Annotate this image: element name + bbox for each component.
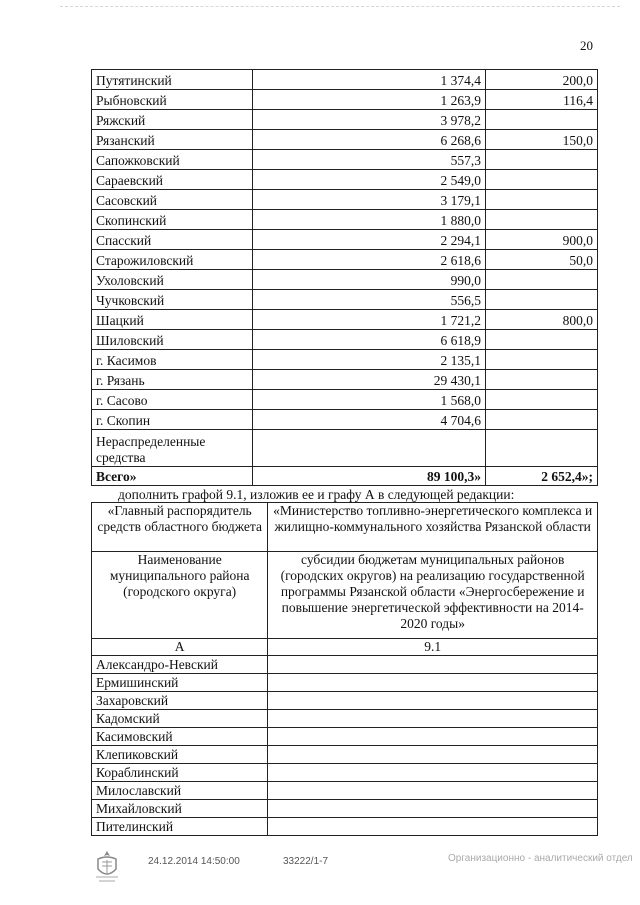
table-row	[92, 210, 598, 230]
total-amount	[253, 430, 486, 467]
district-name: Путятинский	[92, 70, 253, 90]
district-name: Касимовский	[92, 728, 268, 746]
subsidy-amount	[486, 110, 598, 130]
total-amount: 2 294,1	[253, 230, 486, 250]
table-row	[92, 430, 598, 467]
district-name: Сапожковский	[92, 150, 253, 170]
table-row	[92, 390, 598, 410]
table-row	[92, 190, 598, 210]
total-amount: 1 721,2	[253, 310, 486, 330]
table-row	[92, 250, 598, 270]
grand-total: 89 100,3»	[253, 467, 486, 486]
district-name: Шацкий	[92, 310, 253, 330]
district-name: г. Рязань	[92, 370, 253, 390]
total-amount: 3 978,2	[253, 110, 486, 130]
district-name: Чучковский	[92, 290, 253, 310]
district-name: Михайловский	[92, 800, 268, 818]
distributor-label: «Главный распорядитель средств областного бюджета	[92, 503, 268, 552]
total-amount: 1 568,0	[253, 390, 486, 410]
page-number: 20	[580, 38, 593, 53]
footer-department: Организационно - аналитический отдел	[448, 853, 633, 864]
column-index-a: А	[92, 639, 268, 656]
subsidy-column-header: субсидии бюджетам муниципальных районов (городских округов) на реализацию государственной программы Рязанской области «Энергосбережение и повышение энергетической эффективности на 2014-2020 годы»	[268, 552, 598, 639]
district-name: Нераспределенные средства	[92, 430, 253, 467]
table-row	[92, 818, 598, 836]
total-amount: 4 704,6	[253, 410, 486, 430]
subsidy-cell	[268, 674, 598, 692]
total-amount: 2 135,1	[253, 350, 486, 370]
district-name: Рязанский	[92, 130, 253, 150]
subsidy-cell	[268, 692, 598, 710]
footer-doc-id: 33222/1-7	[283, 856, 329, 867]
total-amount: 1 880,0	[253, 210, 486, 230]
total-amount: 990,0	[253, 270, 486, 290]
allocation-table-new-column	[91, 502, 598, 836]
district-name: г. Касимов	[92, 350, 253, 370]
table-row	[92, 310, 598, 330]
subsidy-amount	[486, 190, 598, 210]
table-row	[92, 330, 598, 350]
subsidy-amount: 150,0	[486, 130, 598, 150]
subsidy-total: 2 652,4»;	[486, 467, 598, 486]
district-name: Сараевский	[92, 170, 253, 190]
total-row	[92, 467, 598, 486]
subsidy-amount	[486, 430, 598, 467]
total-amount: 557,3	[253, 150, 486, 170]
table-row	[92, 170, 598, 190]
subsidy-amount: 800,0	[486, 310, 598, 330]
coat-of-arms-icon	[93, 849, 121, 883]
district-name: Ермишинский	[92, 674, 268, 692]
column-index-row	[92, 639, 598, 656]
amendment-instruction: дополнить графой 9.1, изложив ее и графу А в следующей редакции:	[118, 487, 515, 502]
district-name: Шиловский	[92, 330, 253, 350]
table-row	[92, 692, 598, 710]
district-name: Милославский	[92, 782, 268, 800]
subsidy-amount	[486, 290, 598, 310]
table-row	[92, 410, 598, 430]
column-index-9-1: 9.1	[268, 639, 598, 656]
table-row	[92, 270, 598, 290]
table-row	[92, 800, 598, 818]
table-row	[92, 350, 598, 370]
total-amount: 6 618,9	[253, 330, 486, 350]
district-column-header: Наименование муниципального района (городского округа)	[92, 552, 268, 639]
table-row	[92, 290, 598, 310]
subsidy-cell	[268, 764, 598, 782]
total-amount: 6 268,6	[253, 130, 486, 150]
subsidy-cell	[268, 800, 598, 818]
subsidy-cell	[268, 728, 598, 746]
subsidy-amount	[486, 170, 598, 190]
subsidy-amount	[486, 330, 598, 350]
allocation-table-continued	[91, 69, 598, 486]
district-name: Клепиковский	[92, 746, 268, 764]
subsidy-cell	[268, 818, 598, 836]
table-row	[92, 728, 598, 746]
scan-noise	[60, 6, 620, 9]
subsidy-amount	[486, 150, 598, 170]
district-name: Захаровский	[92, 692, 268, 710]
subsidy-amount: 50,0	[486, 250, 598, 270]
district-name: Сасовский	[92, 190, 253, 210]
table-row	[92, 90, 598, 110]
subsidy-amount	[486, 410, 598, 430]
district-name: г. Скопин	[92, 410, 253, 430]
subsidy-amount: 900,0	[486, 230, 598, 250]
total-amount: 2 549,0	[253, 170, 486, 190]
total-amount: 29 430,1	[253, 370, 486, 390]
total-amount: 1 374,4	[253, 70, 486, 90]
table-row	[92, 110, 598, 130]
total-label: Всего»	[92, 467, 253, 486]
subsidy-cell	[268, 656, 598, 674]
footer-datetime: 24.12.2014 14:50:00	[148, 856, 240, 867]
subsidy-amount	[486, 390, 598, 410]
district-name: Александро-Невский	[92, 656, 268, 674]
table-row	[92, 130, 598, 150]
district-name: Ряжский	[92, 110, 253, 130]
district-name: Спасский	[92, 230, 253, 250]
district-name: Кадомский	[92, 710, 268, 728]
subsidy-cell	[268, 782, 598, 800]
table-row	[92, 656, 598, 674]
table-row	[92, 674, 598, 692]
district-name: Старожиловский	[92, 250, 253, 270]
district-name: Скопинский	[92, 210, 253, 230]
table-row	[92, 230, 598, 250]
header-row-purpose	[92, 552, 598, 639]
total-amount: 3 179,1	[253, 190, 486, 210]
header-row-distributor	[92, 503, 598, 552]
table-row	[92, 370, 598, 390]
total-amount: 1 263,9	[253, 90, 486, 110]
table-row	[92, 150, 598, 170]
district-name: г. Сасово	[92, 390, 253, 410]
table-row	[92, 782, 598, 800]
total-amount: 2 618,6	[253, 250, 486, 270]
district-name: Пителинский	[92, 818, 268, 836]
subsidy-cell	[268, 746, 598, 764]
subsidy-amount	[486, 350, 598, 370]
district-name: Рыбновский	[92, 90, 253, 110]
district-name: Ухоловский	[92, 270, 253, 290]
subsidy-amount	[486, 270, 598, 290]
subsidy-cell	[268, 710, 598, 728]
subsidy-amount	[486, 210, 598, 230]
subsidy-amount: 116,4	[486, 90, 598, 110]
table-row	[92, 764, 598, 782]
table-row	[92, 70, 598, 90]
district-name: Кораблинский	[92, 764, 268, 782]
distributor-ministry: «Министерство топливно-энергетического комплекса и жилищно-коммунального хозяйства Рязанской области	[268, 503, 598, 552]
table-row	[92, 710, 598, 728]
subsidy-amount: 200,0	[486, 70, 598, 90]
subsidy-amount	[486, 370, 598, 390]
table-row	[92, 746, 598, 764]
total-amount: 556,5	[253, 290, 486, 310]
